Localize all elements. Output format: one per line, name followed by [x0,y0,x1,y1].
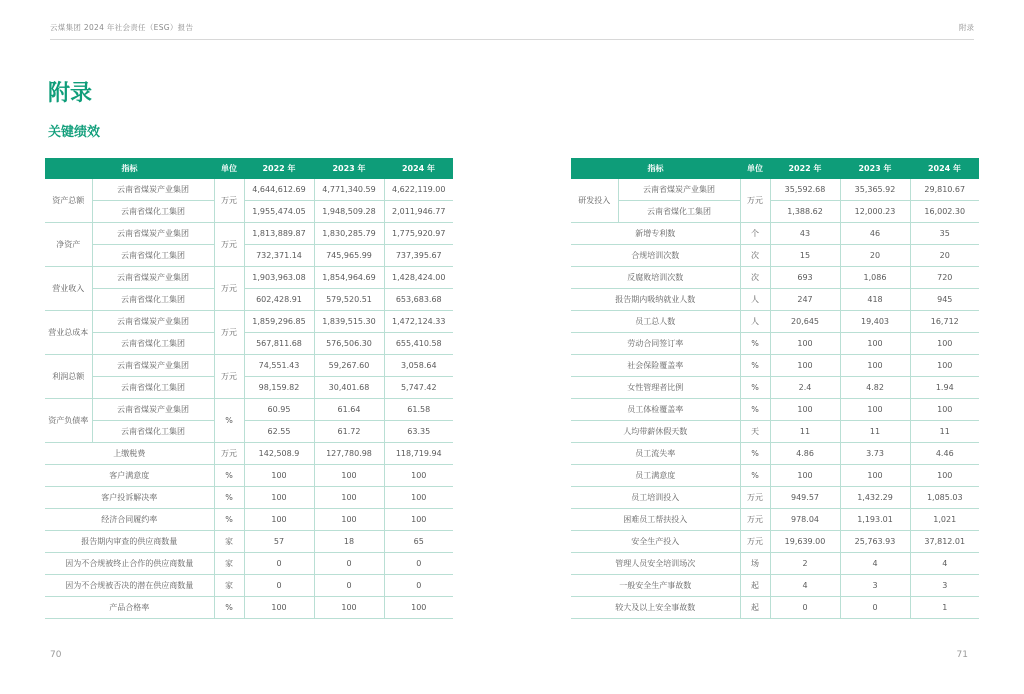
value-cell: 2,011,946.77 [384,201,453,223]
value-cell: 100 [770,465,840,487]
table-row [45,311,453,333]
unit-cell: 万元 [740,487,770,509]
indicator-cell: 较大及以上安全事故数 [571,597,740,619]
indicator-cell: 员工培训投入 [571,487,740,509]
unit-cell: % [740,377,770,399]
table-row [571,597,979,619]
unit-cell: % [740,465,770,487]
indicator-cell: 员工流失率 [571,443,740,465]
value-cell: 35,365.92 [840,179,910,201]
kpi-table-right-container [571,158,979,619]
table-row [571,531,979,553]
table-row [571,575,979,597]
page-number-left: 70 [50,650,62,660]
column-header: 单位 [214,158,244,179]
table-row [571,355,979,377]
section-name-header: 附录 [959,23,974,32]
value-cell: 100 [244,465,314,487]
table-row [45,267,453,289]
unit-cell: % [214,399,244,443]
value-cell: 100 [384,465,453,487]
value-cell: 65 [384,531,453,553]
indicator-cell: 社会保险覆盖率 [571,355,740,377]
indicator-cell: 上缴税费 [45,443,214,465]
indicator-cell: 云南省煤化工集团 [92,421,214,443]
indicator-cell: 云南省煤炭产业集团 [92,399,214,421]
value-cell: 1,086 [840,267,910,289]
value-cell: 11 [840,421,910,443]
value-cell: 5,747.42 [384,377,453,399]
table-row [571,289,979,311]
unit-cell: 家 [214,575,244,597]
indicator-cell: 困难员工帮扶投入 [571,509,740,531]
group-cell: 资产负债率 [45,399,92,443]
table-row [571,421,979,443]
value-cell: 2.4 [770,377,840,399]
value-cell: 142,508.9 [244,443,314,465]
indicator-cell: 云南省煤化工集团 [92,289,214,311]
column-header: 2023 年 [840,158,910,179]
indicator-cell: 员工满意度 [571,465,740,487]
table-row [571,267,979,289]
column-header: 2022 年 [244,158,314,179]
value-cell: 1,854,964.69 [314,267,384,289]
unit-cell: % [740,333,770,355]
value-cell: 100 [244,509,314,531]
page-number-right: 71 [956,650,968,660]
unit-cell: 家 [214,553,244,575]
value-cell: 100 [770,355,840,377]
header-divider [50,39,974,40]
table-row [45,465,453,487]
group-cell: 营业总成本 [45,311,92,355]
unit-cell: % [214,487,244,509]
indicator-cell: 一般安全生产事故数 [571,575,740,597]
table-row [571,201,979,223]
value-cell: 98,159.82 [244,377,314,399]
group-cell: 资产总额 [45,179,92,223]
table-row [45,245,453,267]
value-cell: 100 [910,333,979,355]
indicator-cell: 因为不合规被否决的潜在供应商数量 [45,575,214,597]
value-cell: 3.73 [840,443,910,465]
value-cell: 247 [770,289,840,311]
table-row [571,377,979,399]
table-row [45,399,453,421]
table-row [571,223,979,245]
table-row [45,289,453,311]
group-cell: 净资产 [45,223,92,267]
value-cell: 74,551.43 [244,355,314,377]
indicator-cell: 女性管理者比例 [571,377,740,399]
value-cell: 20 [840,245,910,267]
indicator-cell: 新增专利数 [571,223,740,245]
indicator-cell: 报告期内审查的供应商数量 [45,531,214,553]
group-cell: 营业收入 [45,267,92,311]
value-cell: 4.46 [910,443,979,465]
indicator-cell: 云南省煤化工集团 [92,201,214,223]
column-header: 单位 [740,158,770,179]
indicator-cell: 管理人员安全培训场次 [571,553,740,575]
value-cell: 945 [910,289,979,311]
value-cell: 0 [384,575,453,597]
unit-cell: % [740,355,770,377]
value-cell: 100 [770,399,840,421]
column-header: 指标 [45,158,214,179]
value-cell: 100 [384,597,453,619]
table-row [45,597,453,619]
value-cell: 1,021 [910,509,979,531]
value-cell: 4 [840,553,910,575]
indicator-cell: 员工体检覆盖率 [571,399,740,421]
section-title: 关键绩效 [48,125,101,140]
value-cell: 1,948,509.28 [314,201,384,223]
unit-cell: 家 [214,531,244,553]
value-cell: 29,810.67 [910,179,979,201]
value-cell: 35,592.68 [770,179,840,201]
unit-cell: 万元 [740,179,770,223]
unit-cell: % [214,597,244,619]
indicator-cell: 云南省煤化工集团 [92,245,214,267]
unit-cell: 万元 [214,179,244,223]
value-cell: 11 [910,421,979,443]
value-cell: 63.35 [384,421,453,443]
page-title: 附录 [48,81,93,106]
value-cell: 1,432.29 [840,487,910,509]
table-row [45,179,453,201]
table-row [45,531,453,553]
value-cell: 978.04 [770,509,840,531]
value-cell: 0 [384,553,453,575]
value-cell: 59,267.60 [314,355,384,377]
value-cell: 1,193.01 [840,509,910,531]
value-cell: 4 [770,575,840,597]
table-row [45,201,453,223]
value-cell: 720 [910,267,979,289]
value-cell: 0 [770,597,840,619]
indicator-cell: 云南省煤炭产业集团 [92,311,214,333]
table-row [571,487,979,509]
value-cell: 1,955,474.05 [244,201,314,223]
indicator-cell: 安全生产投入 [571,531,740,553]
unit-cell: 人 [740,289,770,311]
column-header: 2023 年 [314,158,384,179]
value-cell: 61.64 [314,399,384,421]
value-cell: 100 [314,465,384,487]
unit-cell: % [214,465,244,487]
unit-cell: % [740,399,770,421]
table-row [571,311,979,333]
indicator-cell: 经济合同履约率 [45,509,214,531]
unit-cell: 次 [740,267,770,289]
table-row [571,553,979,575]
column-header: 2024 年 [384,158,453,179]
value-cell: 3 [910,575,979,597]
value-cell: 12,000.23 [840,201,910,223]
value-cell: 745,965.99 [314,245,384,267]
unit-cell: 万元 [740,531,770,553]
value-cell: 100 [384,509,453,531]
kpi-table-left-container [45,158,453,619]
value-cell: 0 [314,553,384,575]
table-row [45,553,453,575]
indicator-cell: 云南省煤化工集团 [618,201,740,223]
indicator-cell: 报告期内吸纳就业人数 [571,289,740,311]
report-title-header: 云煤集团 2024 年社会责任（ESG）报告 [50,23,194,32]
indicator-cell: 产品合格率 [45,597,214,619]
value-cell: 11 [770,421,840,443]
table-row [45,421,453,443]
value-cell: 1 [910,597,979,619]
value-cell: 4,771,340.59 [314,179,384,201]
table-row [571,245,979,267]
value-cell: 18 [314,531,384,553]
value-cell: 57 [244,531,314,553]
value-cell: 100 [314,487,384,509]
unit-cell: 天 [740,421,770,443]
value-cell: 4 [910,553,979,575]
indicator-cell: 云南省煤炭产业集团 [92,223,214,245]
value-cell: 43 [770,223,840,245]
group-cell: 研发投入 [571,179,618,223]
value-cell: 576,506.30 [314,333,384,355]
unit-cell: 万元 [214,267,244,311]
unit-cell: 万元 [214,311,244,355]
value-cell: 37,812.01 [910,531,979,553]
kpi-table-left [45,158,453,619]
value-cell: 100 [384,487,453,509]
value-cell: 3,058.64 [384,355,453,377]
value-cell: 0 [314,575,384,597]
indicator-cell: 云南省煤化工集团 [92,333,214,355]
value-cell: 0 [840,597,910,619]
unit-cell: 人 [740,311,770,333]
value-cell: 100 [910,465,979,487]
value-cell: 0 [244,575,314,597]
value-cell: 4,622,119.00 [384,179,453,201]
value-cell: 4.82 [840,377,910,399]
column-header: 2024 年 [910,158,979,179]
value-cell: 0 [244,553,314,575]
value-cell: 732,371.14 [244,245,314,267]
column-header: 指标 [571,158,740,179]
value-cell: 100 [840,333,910,355]
indicator-cell: 人均带薪休假天数 [571,421,740,443]
unit-cell: 场 [740,553,770,575]
value-cell: 15 [770,245,840,267]
table-row [571,399,979,421]
header-row [571,158,979,179]
value-cell: 19,639.00 [770,531,840,553]
value-cell: 25,763.93 [840,531,910,553]
value-cell: 30,401.68 [314,377,384,399]
value-cell: 20 [910,245,979,267]
table-row [45,223,453,245]
value-cell: 2 [770,553,840,575]
value-cell: 1,859,296.85 [244,311,314,333]
table-row [571,465,979,487]
indicator-cell: 客户满意度 [45,465,214,487]
value-cell: 100 [840,355,910,377]
value-cell: 100 [770,333,840,355]
value-cell: 100 [840,465,910,487]
indicator-cell: 劳动合同签订率 [571,333,740,355]
unit-cell: 万元 [214,355,244,399]
value-cell: 62.55 [244,421,314,443]
unit-cell: % [740,443,770,465]
unit-cell: 万元 [214,223,244,267]
value-cell: 1,839,515.30 [314,311,384,333]
table-row [45,333,453,355]
indicator-cell: 云南省煤炭产业集团 [92,179,214,201]
indicator-cell: 云南省煤化工集团 [92,377,214,399]
unit-cell: 起 [740,597,770,619]
value-cell: 602,428.91 [244,289,314,311]
value-cell: 100 [244,487,314,509]
value-cell: 100 [840,399,910,421]
unit-cell: 次 [740,245,770,267]
value-cell: 118,719.94 [384,443,453,465]
value-cell: 100 [244,597,314,619]
indicator-cell: 员工总人数 [571,311,740,333]
value-cell: 418 [840,289,910,311]
indicator-cell: 云南省煤炭产业集团 [618,179,740,201]
unit-cell: 个 [740,223,770,245]
value-cell: 655,410.58 [384,333,453,355]
value-cell: 100 [314,597,384,619]
indicator-cell: 合规培训次数 [571,245,740,267]
group-cell: 利润总额 [45,355,92,399]
value-cell: 1,472,124.33 [384,311,453,333]
value-cell: 3 [840,575,910,597]
value-cell: 1,388.62 [770,201,840,223]
value-cell: 60.95 [244,399,314,421]
value-cell: 127,780.98 [314,443,384,465]
value-cell: 16,002.30 [910,201,979,223]
unit-cell: 万元 [214,443,244,465]
table-row [571,333,979,355]
value-cell: 100 [314,509,384,531]
indicator-cell: 反腐败培训次数 [571,267,740,289]
value-cell: 567,811.68 [244,333,314,355]
unit-cell: 起 [740,575,770,597]
value-cell: 737,395.67 [384,245,453,267]
value-cell: 61.58 [384,399,453,421]
table-row [571,509,979,531]
value-cell: 16,712 [910,311,979,333]
value-cell: 579,520.51 [314,289,384,311]
table-row [45,575,453,597]
value-cell: 100 [910,399,979,421]
value-cell: 20,645 [770,311,840,333]
value-cell: 1.94 [910,377,979,399]
value-cell: 61.72 [314,421,384,443]
table-row [45,509,453,531]
value-cell: 693 [770,267,840,289]
indicator-cell: 云南省煤炭产业集团 [92,267,214,289]
value-cell: 4.86 [770,443,840,465]
value-cell: 1,775,920.97 [384,223,453,245]
table-row [571,443,979,465]
value-cell: 949.57 [770,487,840,509]
table-row [45,377,453,399]
indicator-cell: 因为不合规被终止合作的供应商数量 [45,553,214,575]
value-cell: 1,903,963.08 [244,267,314,289]
value-cell: 1,085.03 [910,487,979,509]
table-row [45,487,453,509]
value-cell: 1,428,424.00 [384,267,453,289]
value-cell: 19,403 [840,311,910,333]
value-cell: 35 [910,223,979,245]
unit-cell: % [214,509,244,531]
kpi-table-right [571,158,979,619]
value-cell: 100 [910,355,979,377]
value-cell: 46 [840,223,910,245]
unit-cell: 万元 [740,509,770,531]
value-cell: 1,813,889.87 [244,223,314,245]
value-cell: 653,683.68 [384,289,453,311]
indicator-cell: 云南省煤炭产业集团 [92,355,214,377]
value-cell: 1,830,285.79 [314,223,384,245]
header-row [45,158,453,179]
indicator-cell: 客户投诉解决率 [45,487,214,509]
table-row [45,355,453,377]
table-row [45,443,453,465]
column-header: 2022 年 [770,158,840,179]
value-cell: 4,644,612.69 [244,179,314,201]
table-row [571,179,979,201]
